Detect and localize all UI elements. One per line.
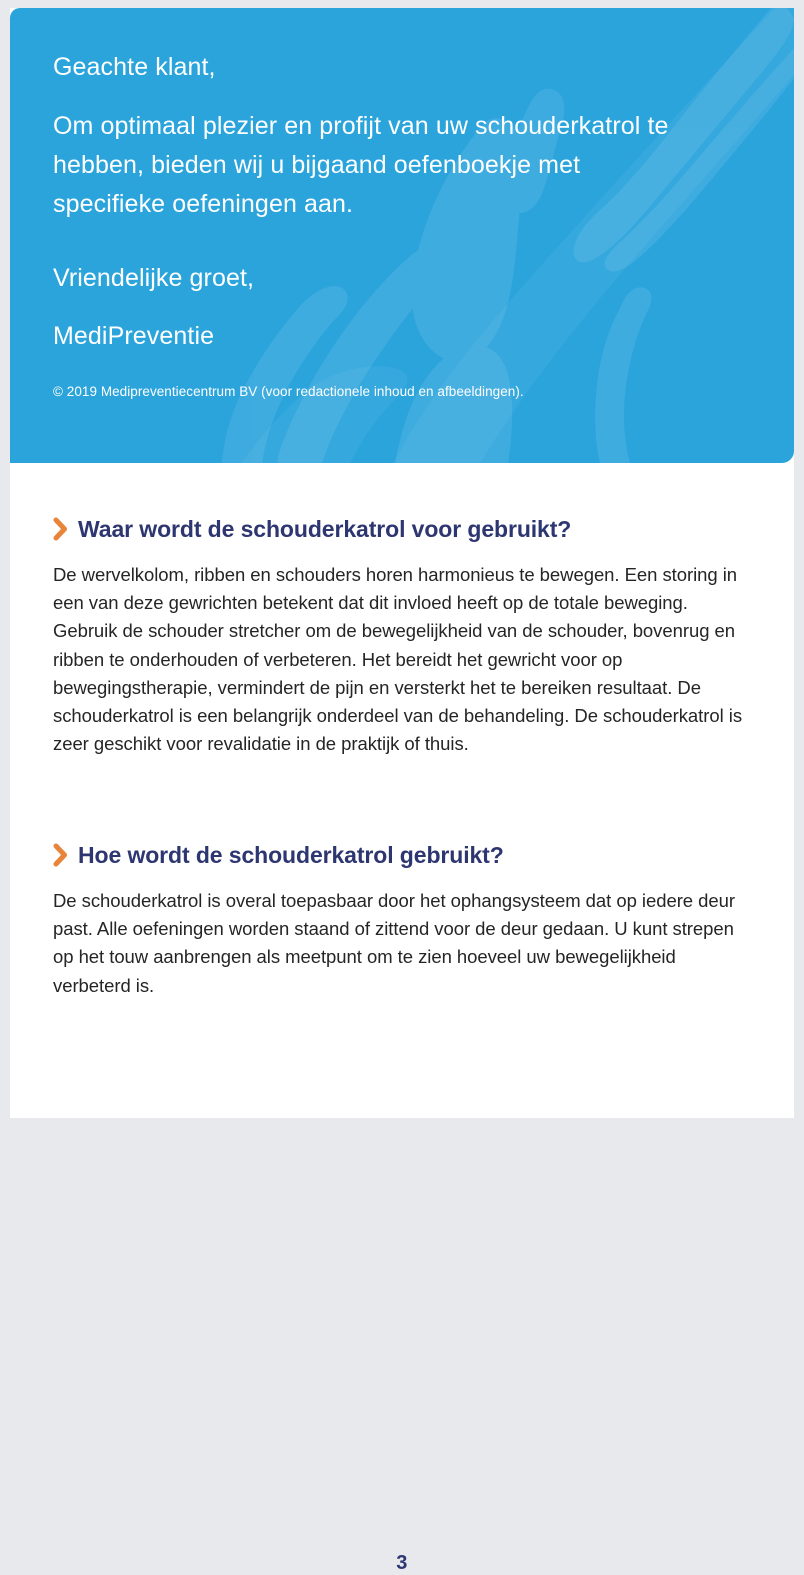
content-area — [10, 463, 794, 1574]
page-sheet — [10, 8, 794, 1574]
section-heading-text: Hoe wordt de schouderkatrol gebruikt? — [78, 842, 504, 868]
hero-body-text: Om optimaal plezier en profijt van uw schouderkatrol te hebben, bieden wij u bijgaand oefenboekje met specifieke oefeningen aan. — [53, 112, 669, 218]
hero-banner — [10, 8, 794, 463]
hero-salutation: Geachte klant, — [53, 53, 216, 81]
hero-copyright-notice: © 2019 Medipreventiecentrum BV (voor redactionele inhoud en afbeeldingen). — [53, 384, 524, 399]
page-number: 3 — [396, 1552, 408, 1574]
section-heading-text: Waar wordt de schouderkatrol voor gebruikt? — [78, 516, 572, 542]
section-heading — [53, 841, 758, 869]
hero-closing: Vriendelijke groet, — [53, 264, 255, 292]
hero-signature: MediPreventie — [53, 322, 215, 350]
hero-text-block — [53, 8, 754, 463]
section-body-text: De wervelkolom, ribben en schouders horen harmonieus te bewegen. Een storing in een van deze gewrichten betekent dat dit invloed heeft op de totale beweging. Gebruik de schouder stretcher om de bewegelijkheid van de schouder, bovenrug en ribben te onderhouden of verbeteren. Het bereidt het gewricht voor op bewegingstherapie, vermindert de pijn en versterkt het te bereiken resultaat. De schouderkatrol is een belangrijk onderdeel van de behandeling. De schouderkatrol is zeer geschikt voor revalidatie in de praktijk of thuis. — [53, 564, 743, 755]
chevron-right-icon — [53, 517, 68, 541]
section-body-text: De schouderkatrol is overal toepasbaar door het ophangsysteem dat op iedere deur past. Alle oefeningen worden staand of zittend voor de deur gedaan. U kunt strepen op het touw aanbrengen als meetpunt om te zien hoeveel uw bewegelijkheid verbeterd is. — [53, 890, 735, 996]
section-heading — [53, 515, 758, 543]
section-how-to-use — [53, 841, 758, 1000]
section-what-is-it — [53, 515, 758, 758]
chevron-right-icon — [53, 843, 68, 867]
